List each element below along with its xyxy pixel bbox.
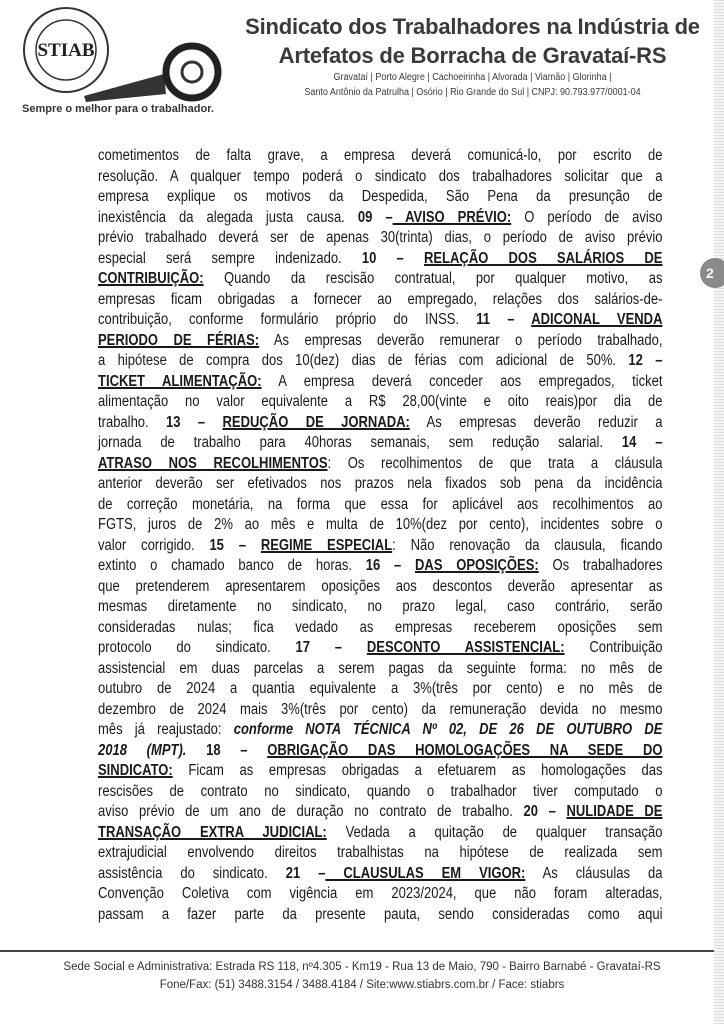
text-line	[98, 556, 662, 577]
clause-heading: REDUÇÃO DE JORNADA:	[222, 413, 410, 431]
text-run: Quando da rescisão contratual, por qualquer motivo, as	[203, 270, 663, 287]
text-line	[98, 392, 662, 413]
clause-heading: RELAÇÃO DOS SALÁRIOS DE	[423, 249, 663, 267]
scan-edge	[714, 0, 724, 1024]
text-line	[98, 700, 662, 721]
text-line	[98, 884, 662, 905]
text-run: inexistência da alegada justa causa.	[98, 208, 358, 226]
text-run: Ficam as empresas obrigadas a efetuarem as homologações das	[172, 762, 663, 779]
clause-heading: CLAUSULAS EM VIGOR:	[325, 864, 526, 882]
text-run: As empresas deverão remunerar o período trabalhado,	[259, 331, 663, 349]
emphasis-run: 20 –	[523, 803, 567, 820]
text-line	[98, 146, 662, 167]
text-line	[98, 290, 662, 311]
text-line	[98, 577, 662, 598]
text-line	[98, 454, 662, 475]
text-run: : Os recolhimentos de que trata a cláusula	[327, 454, 663, 472]
text-run: As cláusulas da	[525, 864, 663, 882]
text-run: prévio trabalhado deverá ser de apenas 30(trinta) dias, o período de aviso prévio	[98, 229, 663, 246]
text-line	[98, 515, 662, 536]
text-run: empresa explique os motivos da Despedida, São Pena da presunção de	[98, 188, 663, 205]
clause-heading: SINDICATO:	[98, 762, 173, 779]
text-run: A empresa deverá conceder aos empregados, ticket	[261, 372, 663, 390]
text-run: valor corrigido.	[98, 536, 210, 554]
text-line	[98, 351, 662, 372]
text-line	[98, 495, 662, 516]
emphasis-run: 14 –	[621, 434, 663, 451]
text-run: mesmas diretamente no sindicato, no prazo legal, caso contrário, serão	[98, 598, 663, 615]
text-run: Vedada a quitação de qualquer transação	[326, 823, 663, 841]
footer-address: Sede Social e Administrativa: Estrada RS 118, nº4.305 - Km19 - Rua 13 de Maio, 790 - Bairro Barnabé - Gravataí-RS	[63, 961, 661, 973]
text-run: que pretenderem apresentarem oposições aos descontos deverão apresentar as	[98, 577, 663, 595]
text-line	[98, 679, 662, 700]
clause-heading: TICKET ALIMENTAÇÃO:	[98, 372, 262, 390]
text-run: contribuição, conforme formulário próprio do INSS.	[98, 311, 477, 328]
org-title-line1: Sindicato dos Trabalhadores na Indústria de	[245, 14, 700, 39]
cities-line1: Gravataí | Porto Alegre | Cachoeirinha | Alvorada | Viamão | Glorinha |	[333, 72, 612, 83]
text-run: Os trabalhadores	[538, 557, 663, 574]
text-line	[98, 618, 662, 639]
text-run: de correção monetária, na forma que essa for aplicável aos recolhimentos ao	[98, 495, 663, 513]
clause-heading: AVISO PRÉVIO:	[392, 208, 512, 226]
text-run: protocolo do sindicato.	[98, 639, 296, 656]
text-line	[98, 433, 662, 454]
text-run: alimentação no valor equivalente a R$ 28,00(vinte e oito reais)por dia de	[98, 393, 663, 410]
text-run: especial será sempre indenizado.	[98, 249, 362, 267]
org-title-line2: Artefatos de Borracha de Gravataí-RS	[278, 43, 667, 68]
text-line	[98, 823, 662, 844]
text-line	[98, 269, 662, 290]
text-run: dezembro de 2024 mais 3%(três por cento) da remuneração devida no mesmo	[98, 700, 663, 718]
clause-heading: ATRASO NOS RECOLHIMENTOS	[98, 454, 328, 472]
text-run: As empresas deverão reduzir a	[409, 413, 663, 431]
text-line	[98, 782, 662, 803]
emphasis-run: 11 –	[476, 311, 532, 328]
clause-heading: PERIODO DE FÉRIAS:	[98, 331, 260, 349]
text-line	[98, 905, 662, 926]
svg-text:STIAB: STIAB	[37, 40, 95, 61]
text-run: resolução. A qualquer tempo poderá o sindicato dos trabalhadores solicitar que a	[98, 167, 663, 185]
text-run: Contribuição	[564, 639, 663, 656]
text-line	[98, 331, 662, 352]
text-run: extinto o chamado banco de horas.	[98, 557, 366, 574]
emphasis-run: 18 –	[186, 741, 268, 759]
text-line	[98, 474, 662, 495]
footer-divider	[0, 950, 714, 952]
emphasis-run: 16 –	[365, 557, 416, 574]
text-line	[98, 208, 662, 229]
text-line	[98, 249, 662, 270]
emphasis-run: 12 –	[628, 352, 663, 369]
text-run: jornada de trabalho para 40horas semanais, sem redução salarial.	[98, 434, 622, 451]
text-run: consideradas nulas; fica vedado as empresas receberem oposições sem	[98, 618, 663, 636]
text-run: outubro de 2024 a quantia equivalente a 3%(três por cento) e no mês de	[98, 680, 663, 697]
text-line	[98, 187, 662, 208]
text-line	[98, 167, 662, 188]
text-line	[98, 843, 662, 864]
emphasis-run: 10 –	[361, 249, 424, 267]
clause-heading: DESCONTO ASSISTENCIAL:	[366, 639, 565, 656]
emphasis-run: 09 –	[357, 208, 393, 226]
clause-heading: DAS OPOSIÇÕES:	[415, 557, 539, 574]
text-line	[98, 372, 662, 393]
emphasis-run: conforme NOTA TÉCNICA Nº 02, DE 26 DE OUTUBRO DE	[233, 721, 663, 738]
text-run: : Não renovação da clausula, ficando	[392, 536, 663, 554]
emphasis-run: 21 –	[285, 864, 326, 882]
text-run: aviso prévio de um ano de duração no contrato de trabalho.	[98, 803, 524, 820]
document-body	[98, 146, 662, 925]
text-line	[98, 536, 662, 557]
clause-heading: ADICONAL VENDA	[531, 311, 663, 328]
emphasis-run: 15 –	[209, 536, 261, 554]
emphasis-run: 17 –	[295, 639, 367, 656]
text-run: assistência do sindicato.	[98, 864, 286, 882]
emphasis-run: 13 –	[166, 413, 223, 431]
page-number-tab: 2	[700, 258, 724, 288]
text-run: passam a fazer parte da presente pauta, sendo consideradas como aqui	[98, 905, 663, 923]
text-line	[98, 864, 662, 885]
clause-heading: CONTRIBUIÇÃO:	[98, 270, 204, 287]
clause-heading: OBRIGAÇÃO DAS HOMOLOGAÇÕES NA SEDE DO	[267, 741, 663, 759]
text-line	[98, 310, 662, 331]
text-line	[98, 761, 662, 782]
text-line	[98, 741, 662, 762]
text-line	[98, 638, 662, 659]
text-line	[98, 659, 662, 680]
footer-contact: Fone/Fax: (51) 3488.3154 / 3488.4184 / Site:www.stiabrs.com.br / Face: stiabrs	[159, 979, 565, 991]
footer	[0, 958, 724, 994]
text-line	[98, 720, 662, 741]
text-run: cometimentos de falta grave, a empresa deverá comunicá-lo, por escrito de	[98, 147, 663, 164]
text-run: a hipótese de compra dos 10(dez) dias de férias com adicional de 50%.	[98, 352, 629, 369]
text-run: FGTS, juros de 2% ao mês e multa de 10%(dez por cento), incidentes sobre o	[98, 516, 663, 533]
clause-heading: REGIME ESPECIAL	[260, 536, 393, 554]
text-run: empresas ficam obrigadas a fornecer ao empregado, relações dos salários-de-	[98, 290, 663, 308]
text-line	[98, 802, 662, 823]
text-run: mês já reajustado:	[98, 721, 234, 738]
text-run: rescisões de contrato no sindicato, quando o trabalhador tiver computado o	[98, 782, 663, 800]
text-line	[98, 228, 662, 249]
text-run: extrajudicial envolvendo direitos trabalhistas na hipótese de realizada sem	[98, 844, 663, 861]
slogan: Sempre o melhor para o trabalhador.	[22, 103, 214, 115]
clause-heading: TRANSAÇÃO EXTRA JUDICIAL:	[98, 823, 327, 841]
clause-heading: NULIDADE DE	[566, 803, 663, 820]
cities-line2: Santo Antônio da Patrulha | Osório | Rio Grande do Sul | CNPJ: 90.793.977/0001-04	[304, 87, 641, 98]
text-run: trabalho.	[98, 413, 167, 431]
text-run: Convenção Coletiva com vigência em 2023/2024, que não foram alteradas,	[98, 885, 663, 902]
text-line	[98, 413, 662, 434]
emphasis-run: 2018 (MPT).	[98, 741, 187, 759]
text-run: O período de aviso	[511, 208, 663, 226]
letterhead	[235, 12, 710, 100]
text-line	[98, 597, 662, 618]
text-run: anterior deverão ser efetivados nos prazos nela fixados sob pena da incidência	[98, 475, 663, 492]
text-run: assistencial em duas parcelas a serem pagas da seguinte forma: no mês de	[98, 659, 663, 677]
